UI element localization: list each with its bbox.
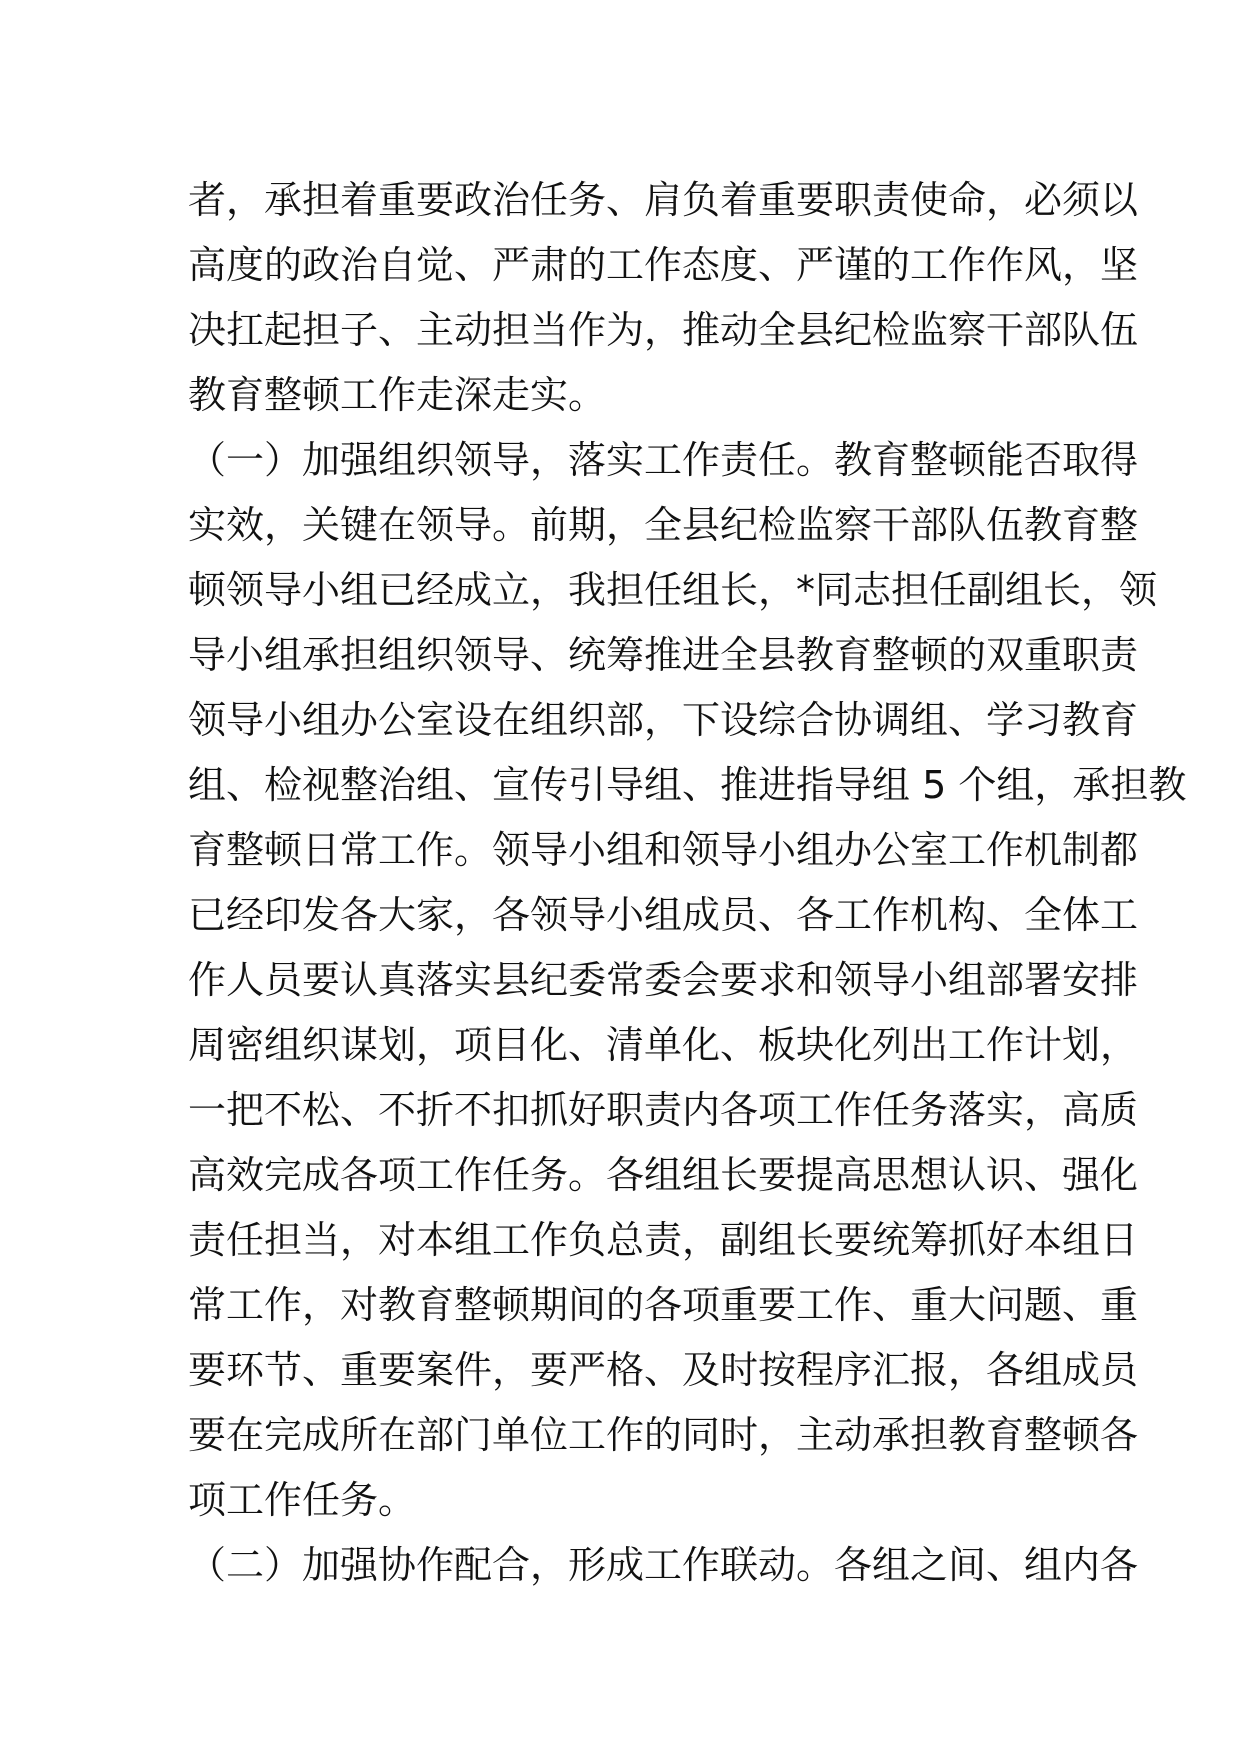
text-line-18: 常工作，对教育整顿期间的各项重要工作、重大问题、重 — [188, 1283, 1139, 1327]
text-line-21: 项工作任务。 — [188, 1478, 417, 1522]
text-line-16: 高效完成各项工作任务。各组组长要提高思想认识、强化 — [188, 1153, 1139, 1197]
text-line-7: 顿领导小组已经成立，我担任组长，*同志担任副组长，领 — [188, 568, 1158, 612]
text-line-9: 领导小组办公室设在组织部，下设综合协调组、学习教育 — [188, 698, 1139, 742]
text-line-4: 教育整顿工作走深走实。 — [188, 373, 607, 417]
text-line-13: 作人员要认真落实县纪委常委会要求和领导小组部署安排 — [188, 958, 1139, 1002]
text-line-3: 决扛起担子、主动担当作为，推动全县纪检监察干部队伍 — [188, 308, 1139, 352]
text-line-12: 已经印发各大家，各领导小组成员、各工作机构、全体工 — [188, 893, 1139, 937]
text-line-11: 育整顿日常工作。领导小组和领导小组办公室工作机制都 — [188, 828, 1139, 872]
text-line-17: 责任担当，对本组工作负总责，副组长要统筹抓好本组日 — [188, 1218, 1139, 1262]
section-heading-1: （一）加强组织领导，落实工作责任。教育整顿能否取得 — [188, 438, 1139, 482]
text-line-1: 者，承担着重要政治任务、肩负着重要职责使命，必须以 — [188, 178, 1139, 222]
text-line-20: 要在完成所在部门单位工作的同时，主动承担教育整顿各 — [188, 1413, 1139, 1457]
text-line-14: 周密组织谋划，项目化、清单化、板块化列出工作计划， — [188, 1023, 1139, 1067]
text-line-19: 要环节、重要案件，要严格、及时按程序汇报，各组成员 — [188, 1348, 1139, 1392]
text-line-10: 组、检视整治组、宣传引导组、推进指导组 5 个组，承担教 — [188, 763, 1187, 807]
section-heading-2: （二）加强协作配合，形成工作联动。各组之间、组内各 — [188, 1543, 1139, 1587]
text-line-15: 一把不松、不折不扣抓好职责内各项工作任务落实，高质 — [188, 1088, 1139, 1132]
text-line-6: 实效，关键在领导。前期，全县纪检监察干部队伍教育整 — [188, 503, 1139, 547]
body-text — [188, 168, 1187, 1598]
text-line-8: 导小组承担组织领导、统筹推进全县教育整顿的双重职责 — [188, 633, 1139, 677]
text-line-2: 高度的政治自觉、严肃的工作态度、严谨的工作作风，坚 — [188, 243, 1139, 287]
